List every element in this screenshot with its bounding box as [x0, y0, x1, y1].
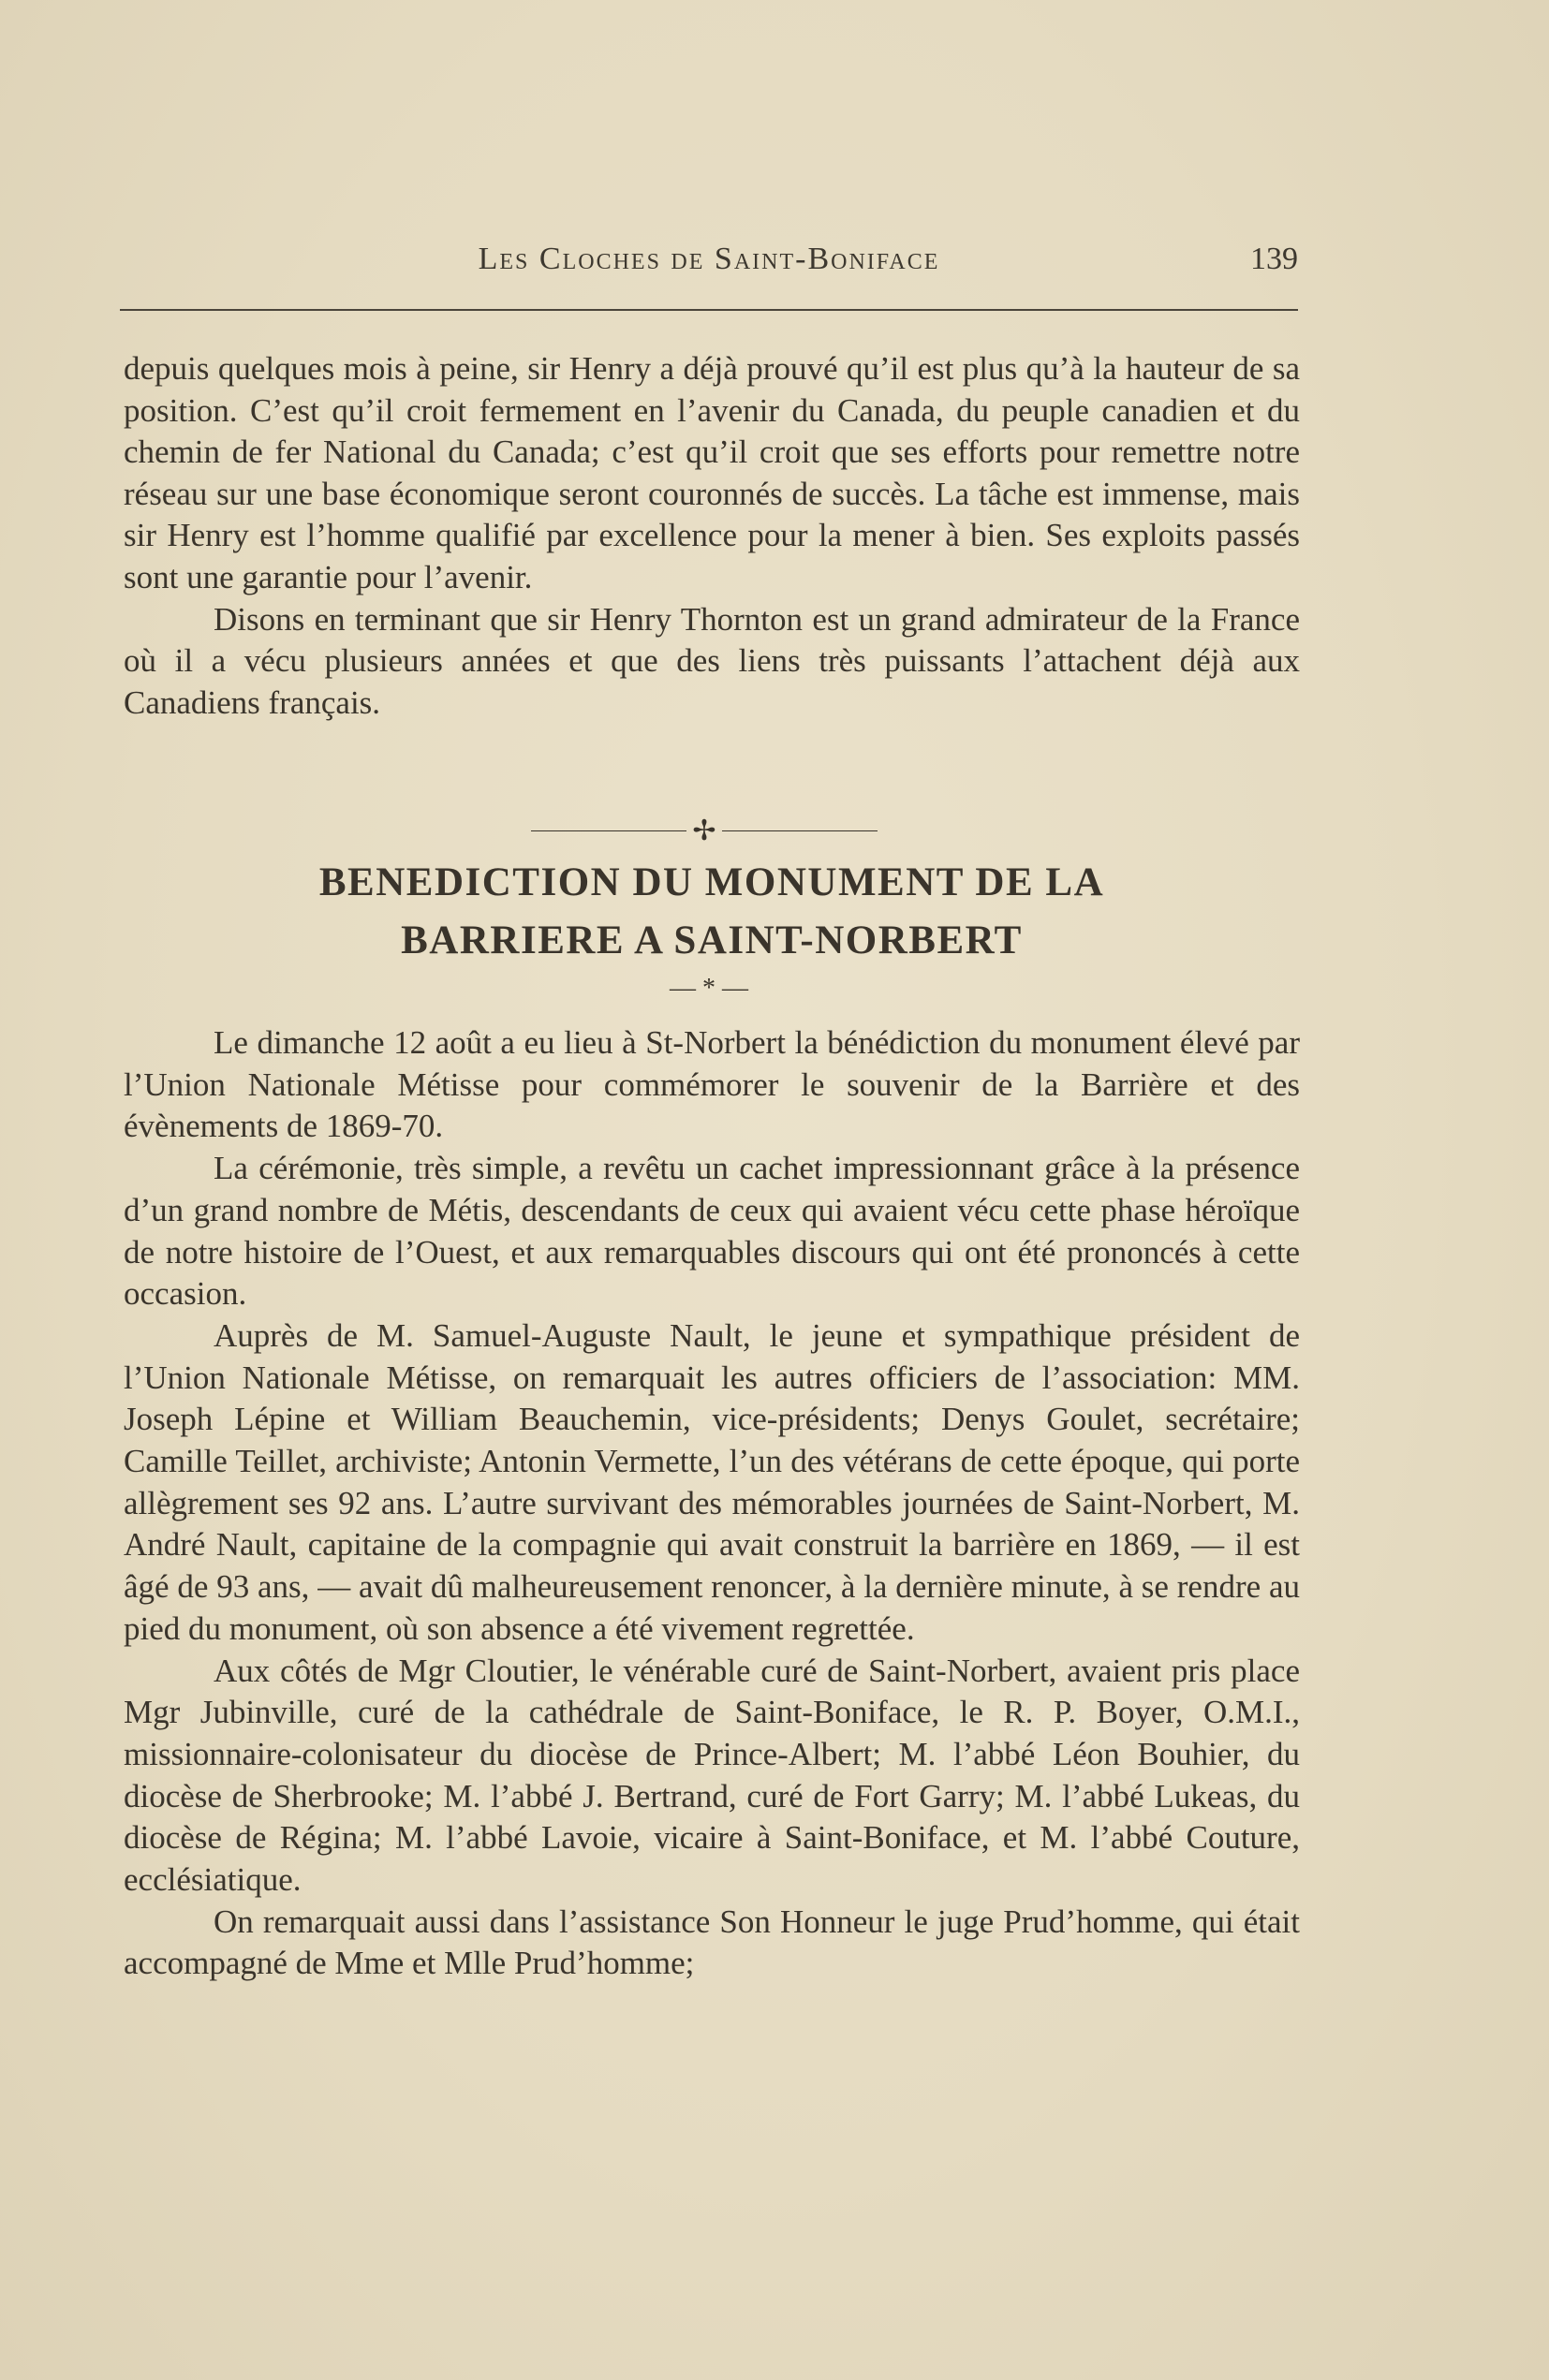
article-body	[124, 1022, 1300, 1985]
page-number: 139	[1250, 242, 1298, 276]
continued-article-text	[124, 348, 1300, 724]
header-rule	[120, 309, 1298, 311]
article-title-line-2: BARRIERE A SAINT-NORBERT	[401, 918, 1023, 962]
paragraph: Disons en terminant que sir Henry Thornton est un grand admirateur de la France où il a vécu plusieurs années et que des liens très puissants l’attachent déjà aux Canadiens français.	[124, 600, 1300, 721]
ornament-rule-right	[722, 830, 878, 831]
paragraph: On remarquait aussi dans l’assistance Son Honneur le juge Prud’homme, qui était accompagné de Mme et Mlle Prud’homme;	[124, 1903, 1300, 1982]
paragraph: Le dimanche 12 août a eu lieu à St-Norbert la bénédiction du monument élevé par l’Union Nationale Métisse pour commémorer le souvenir de la Barrière et des évènements de 1869-70.	[124, 1024, 1300, 1145]
cross-ornament-icon: ✢	[692, 815, 716, 847]
running-title: Les Cloches de Saint-Boniface	[478, 242, 940, 276]
page-header	[120, 242, 1298, 288]
paragraph: La cérémonie, très simple, a revêtu un cachet impressionnant grâce à la présence d’un grand nombre de Métis, descendants de ceux qui avaient vécu cette phase héroïque de notre histoire de l’Ouest, et aux remarquables discours qui ont été prononcés à cette occasion.	[124, 1150, 1300, 1313]
ornament-rule-left	[531, 830, 686, 831]
paragraph: Aux côtés de Mgr Cloutier, le vénérable curé de Saint-Norbert, avaient pris place Mgr Jubinville, curé de la cathédrale de Saint-Boniface, le R. P. Boyer, O.M.I., missionnaire-colonisateur du diocèse de Prince-Albert; M. l’abbé Léon Bouhier, du diocèse de Sherbrooke; M. l’abbé J. Bertrand, curé de Fort Garry; M. l’abbé Lukeas, du diocèse de Régina; M. l’abbé Lavoie, vicaire à Saint-Boniface, et M. l’abbé Couture, ecclésiatique.	[124, 1652, 1300, 1899]
article-title-line-1: BENEDICTION DU MONUMENT DE LA	[318, 860, 1105, 904]
paragraph: depuis quelques mois à peine, sir Henry a déjà prouvé qu’il est plus qu’à la hauteur de sa position. C’est qu’il croit fermement en l’avenir du Canada, du peuple canadien et du chemin de fer National du Canada; c’est qu’il croit que ses efforts pour remettre notre réseau sur une base économique seront couronnés de succès. La tâche est immense, mais sir Henry est l’homme qualifié par excellence pour la mener à bien. Ses exploits passés sont une garantie pour l’avenir.	[124, 350, 1300, 595]
asterism-divider: — * —	[670, 974, 748, 1003]
section-ornament	[517, 815, 892, 852]
paragraph: Auprès de M. Samuel-Auguste Nault, le jeune et sympathique président de l’Union Nationale Métisse, on remarquait les autres officiers de l’association: MM. Joseph Lépine et William Beauchemin, vice-présidents; Denys Goulet, secrétaire; Camille Teillet, archiviste; Antonin Vermette, l’un des vétérans de cette époque, qui porte allègrement ses 92 ans. L’autre survivant des mémorables journées de Saint-Norbert, M. André Nault, capitaine de la compagnie qui avait construit la barrière en 1869, — il est âgé de 93 ans, — avait dû malheureusement renoncer, à la dernière minute, à se rendre au pied du monument, où son absence a été vivement regrettée.	[124, 1316, 1300, 1647]
article-title	[150, 854, 1274, 970]
